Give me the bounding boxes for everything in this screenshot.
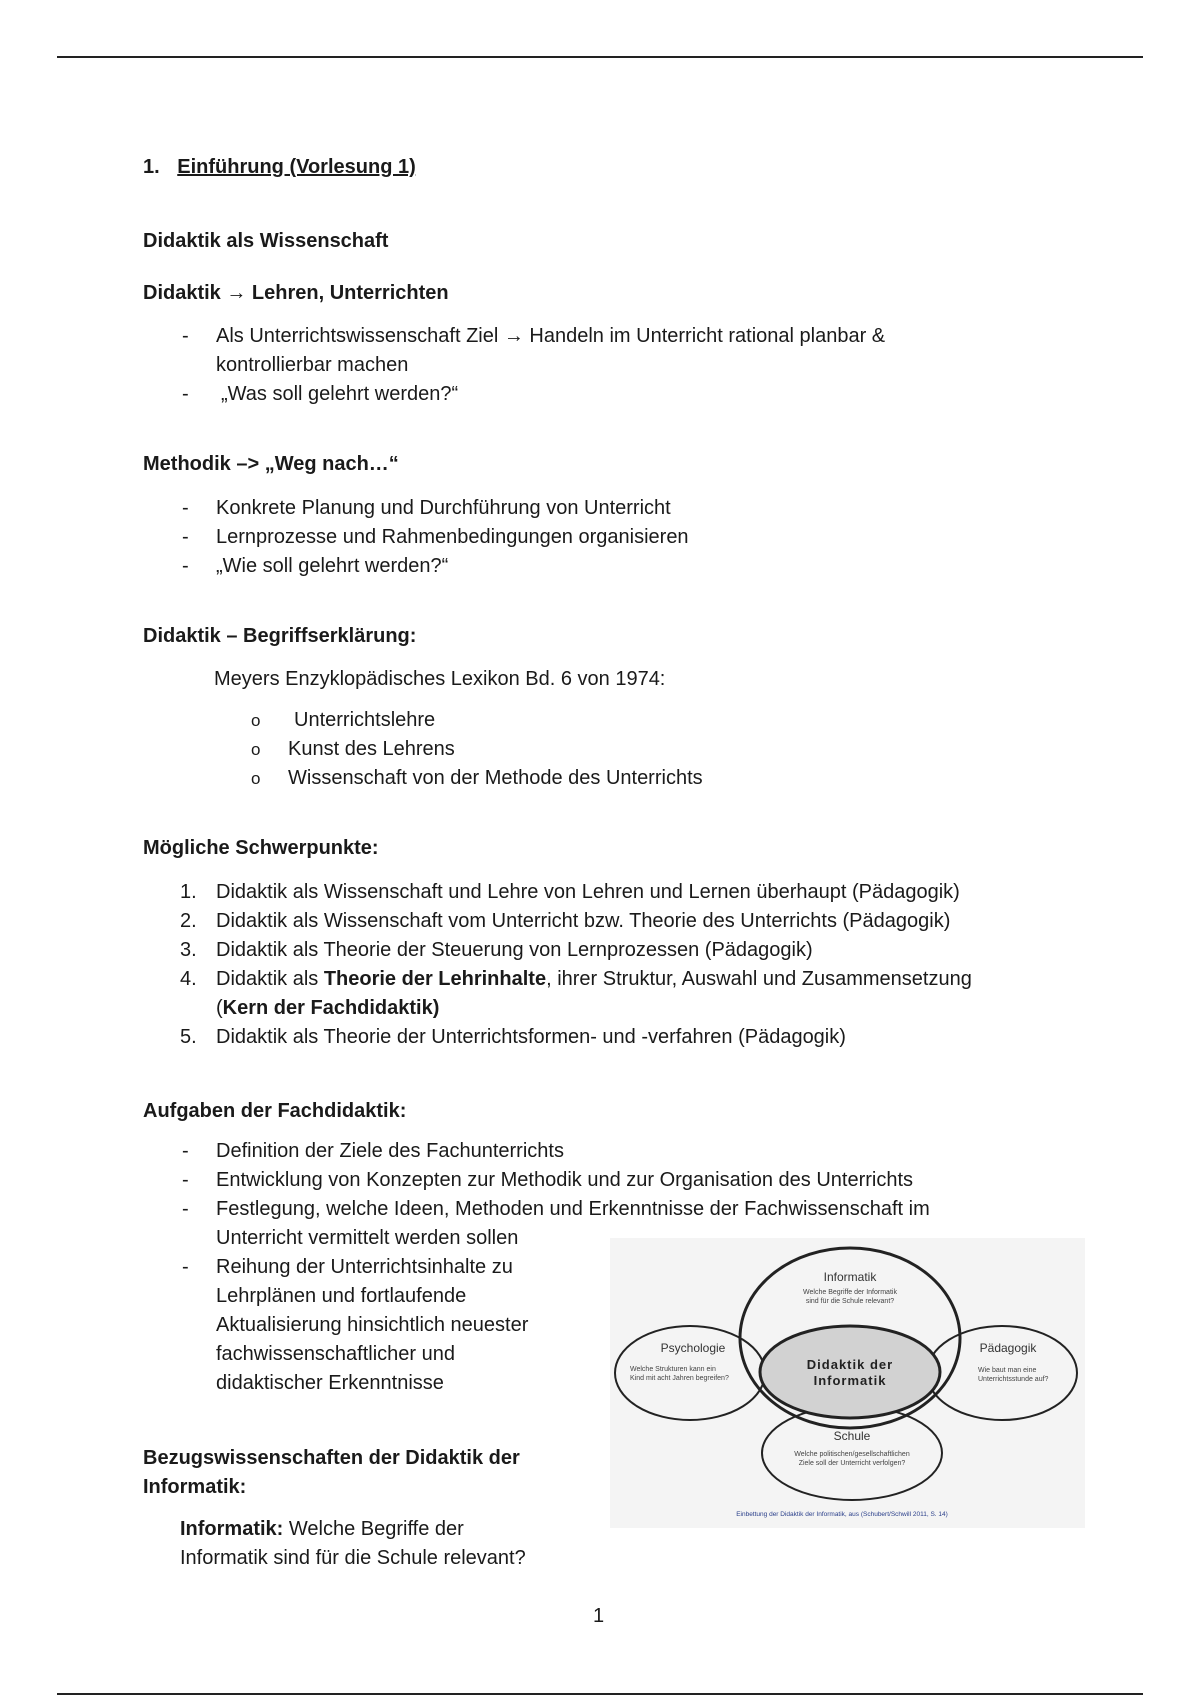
list-item-continuation: Lehrplänen und fortlaufende	[216, 1285, 467, 1307]
diagram-schule-sub-2: Ziele soll der Unterricht verfolgen?	[798, 1460, 906, 1467]
list-item: 5. Didaktik als Theorie der Unterrichtsformen- und -verfahren (Pädagogik)	[180, 1026, 846, 1048]
methodik-list	[182, 494, 1116, 581]
diagram-psychologie-sub-1: Welche Strukturen kann ein	[630, 1366, 716, 1373]
list-item-continuation: Aktualisierung hinsichtlich neuester	[216, 1314, 529, 1336]
list-item: - Konkrete Planung und Durchführung von Unterricht	[182, 497, 671, 519]
bottom-rule	[57, 1693, 1143, 1695]
list-item-continuation: (Kern der Fachdidaktik)	[216, 997, 440, 1019]
diagram-informatik-title: Informatik	[823, 1270, 877, 1284]
list-item: o Kunst des Lehrens	[251, 738, 455, 760]
diagram-paedagogik-title: Pädagogik	[979, 1341, 1037, 1355]
list-item-continuation: kontrollierbar machen	[216, 354, 409, 376]
heading-begriffserklaerung: Didaktik – Begriffserklärung:	[143, 625, 417, 647]
heading-schwerpunkte: Mögliche Schwerpunkte:	[143, 837, 379, 859]
section-heading	[143, 156, 416, 179]
ellipse-didaktik-center	[760, 1326, 940, 1418]
list-item: - Reihung der Unterrichtsinhalte zu	[182, 1256, 513, 1278]
section-title: Einführung (Vorlesung 1)	[177, 156, 416, 178]
heading-bezugswissenschaften: Bezugswissenschaften der Didaktik der Informatik:	[143, 1447, 520, 1498]
diagram-center-label-2: Informatik	[813, 1373, 887, 1388]
list-item: 1. Didaktik als Wissenschaft und Lehre von Lehren und Lernen überhaupt (Pädagogik)	[180, 881, 960, 903]
heading-didaktik-wissenschaft: Didaktik als Wissenschaft	[143, 230, 389, 252]
meyers-lexikon: Meyers Enzyklopädisches Lexikon Bd. 6 von 1974:	[214, 668, 666, 690]
diagram-informatik-sub-2: sind für die Schule relevant?	[805, 1298, 895, 1305]
page-number: 1	[593, 1605, 605, 1627]
list-item-continuation: didaktischer Erkenntnisse	[216, 1372, 444, 1394]
diagram-paedagogik-sub-1: Wie baut man eine	[978, 1367, 1037, 1374]
didaktik-venn-diagram	[610, 1238, 1085, 1528]
bezug-informatik: Informatik: Welche Begriffe der Informatik sind für die Schule relevant?	[180, 1518, 526, 1569]
diagram-center-label-1: Didaktik der	[806, 1357, 894, 1372]
list-item-continuation: Unterricht vermittelt werden sollen	[216, 1227, 519, 1249]
heading-aufgaben: Aufgaben der Fachdidaktik:	[143, 1100, 407, 1122]
list-item: o Wissenschaft von der Methode des Unterrichts	[251, 767, 703, 789]
section-number: 1.	[143, 156, 160, 178]
diagram-paedagogik-sub-2: Unterrichtsstunde auf?	[978, 1376, 1049, 1383]
list-item: o Unterrichtslehre	[251, 709, 436, 731]
list-item: - „Was soll gelehrt werden?“	[182, 383, 459, 405]
diagram-caption: Einbettung der Didaktik der Informatik, aus (Schubert/Schwill 2011, S. 14)	[736, 1511, 948, 1518]
list-item: - Entwicklung von Konzepten zur Methodik und zur Organisation des Unterrichts	[182, 1169, 914, 1191]
list-item: - Lernprozesse und Rahmenbedingungen organisieren	[182, 526, 689, 548]
meyers-list	[251, 706, 988, 793]
diagram-psychologie-title: Psychologie	[660, 1341, 726, 1355]
list-item: 2. Didaktik als Wissenschaft vom Unterricht bzw. Theorie des Unterrichts (Pädagogik)	[180, 910, 951, 932]
list-item: - Als Unterrichtswissenschaft Ziel → Handeln im Unterricht rational planbar &	[182, 325, 886, 347]
list-item: 4. Didaktik als Theorie der Lehrinhalte, ihrer Struktur, Auswahl und Zusammensetzung	[180, 968, 972, 990]
schwerpunkte-list	[180, 878, 1116, 1052]
list-item: - „Wie soll gelehrt werden?“	[182, 555, 449, 577]
didaktik-list	[182, 322, 1116, 409]
list-item: - Festlegung, welche Ideen, Methoden und Erkenntnisse der Fachwissenschaft im	[182, 1198, 930, 1220]
list-item: 3. Didaktik als Theorie der Steuerung von Lernprozessen (Pädagogik)	[180, 939, 813, 961]
diagram-schule-sub-1: Welche politischen/gesellschaftlichen	[794, 1451, 910, 1458]
heading-methodik: Methodik –> „Weg nach…“	[143, 453, 399, 475]
diagram-schule-title: Schule	[833, 1429, 871, 1443]
diagram-psychologie-sub-2: Kind mit acht Jahren begreifen?	[630, 1375, 729, 1382]
list-item: - Definition der Ziele des Fachunterrichts	[182, 1140, 564, 1162]
list-item-continuation: fachwissenschaftlicher und	[216, 1343, 456, 1365]
diagram-informatik-sub-1: Welche Begriffe der Informatik	[803, 1289, 897, 1296]
heading-didaktik-lehren: Didaktik → Lehren, Unterrichten	[143, 282, 449, 304]
top-rule	[57, 56, 1143, 58]
